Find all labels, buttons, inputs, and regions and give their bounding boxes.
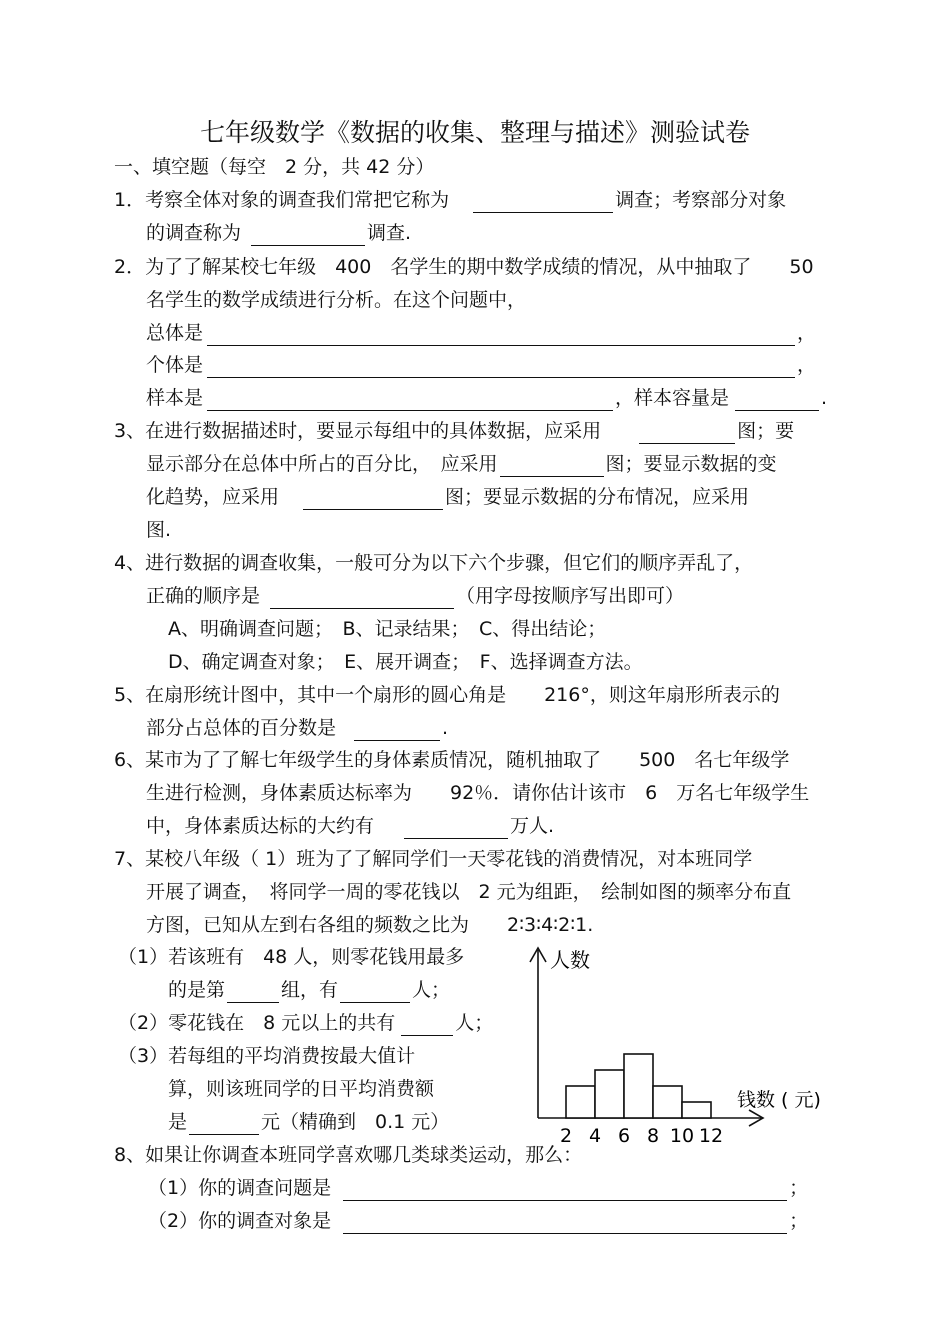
- q8-sub-1-end: ；: [789, 1177, 809, 1199]
- q1-text-a: 1．考察全体对象的调查我们常把它称为: [114, 189, 450, 211]
- question-4-line-2: [146, 583, 684, 609]
- question-7-line-1: 7、某校八年级（ 1）班为了了解同学们一天零花钱的消费情况，对本班同学: [114, 848, 753, 870]
- x-tick-4: 4: [588, 1125, 602, 1147]
- question-4-options-1: A、明确调查问题； B、记录结果； C、得出结论；: [168, 618, 607, 640]
- question-2-sample-line: [146, 385, 827, 411]
- q3-blank-2[interactable]: [500, 456, 604, 477]
- q7-sub-3-line-1: （3）若每组的平均消费按最大值计: [118, 1045, 416, 1067]
- histogram-bar-10-12: [682, 1102, 711, 1118]
- question-2-line-2: 名学生的数学成绩进行分析。在这个问题中，: [146, 289, 527, 311]
- q5-blank[interactable]: [354, 720, 440, 741]
- q4-text-b: 正确的顺序是: [146, 585, 261, 607]
- q2-sample-size-label: ，样本容量是: [615, 387, 730, 409]
- question-2-individual-line: [146, 352, 816, 378]
- q7-sub-3-line-2: 算，则该班同学的日平均消费额: [168, 1078, 435, 1100]
- question-2-population-line: [146, 320, 816, 346]
- question-1-line-2: [146, 220, 411, 246]
- histogram-bar-2-4: [566, 1086, 595, 1118]
- x-tick-6: 6: [617, 1125, 631, 1147]
- q7-group-blank[interactable]: [227, 982, 279, 1003]
- question-6-line-3: [146, 813, 554, 839]
- q2-individual-label: 个体是: [146, 354, 204, 376]
- question-4-line-1: 4、进行数据的调查收集，一般可分为以下六个步骤，但它们的顺序弄乱了，: [114, 552, 754, 574]
- x-tick-10: 10: [669, 1125, 695, 1147]
- q1-text-b: 调查；考察部分对象: [615, 189, 787, 211]
- q3-text-c: 化趋势，应采用: [146, 486, 280, 508]
- q5-text-b: 部分占总体的百分数是: [146, 717, 337, 739]
- question-2-line-1: 2．为了了解某校七年级 400 名学生的期中数学成绩的情况，从中抽取了 50: [114, 256, 814, 278]
- question-7-line-2: 开展了调查， 将同学一周的零花钱以 2 元为组距， 绘制如图的频率分布直: [146, 881, 792, 903]
- page-title: 七年级数学《数据的收集、整理与描述》测验试卷: [199, 118, 750, 147]
- q4-text-b2: （用字母按顺序写出即可）: [456, 585, 685, 607]
- q2-population-blank[interactable]: [207, 325, 795, 346]
- q6-blank[interactable]: [404, 818, 508, 839]
- q7-sub-1-line-2: [168, 977, 450, 1003]
- x-tick-labels: [560, 1125, 723, 1147]
- histogram-bar-6-8: [624, 1054, 653, 1118]
- question-5-line-1: 5、在扇形统计图中，其中一个扇形的圆心角是 216°，则这年扇形所表示的: [114, 684, 780, 706]
- q2-sample-size-blank[interactable]: [735, 390, 819, 411]
- q7-sub-1-line-1: （1）若该班有 48 人，则零花钱用最多: [118, 946, 465, 968]
- q1-blank-2[interactable]: [251, 225, 365, 246]
- q2-sample-blank[interactable]: [207, 390, 613, 411]
- q7-sub-2: [118, 1010, 493, 1036]
- q2-sample-end: .: [821, 387, 828, 409]
- histogram-bars: [566, 1054, 711, 1118]
- q7-count-blank[interactable]: [340, 982, 410, 1003]
- q7-sub-2-text-b: 人；: [455, 1012, 494, 1034]
- q8-sub-2-label: （2）你的调查对象是: [148, 1210, 332, 1232]
- section-heading: 一、填空题（每空 2 分，共 42 分）: [114, 156, 435, 178]
- question-8-sub-1: [148, 1175, 808, 1201]
- q7-sub-1-text-d: 人；: [412, 979, 451, 1001]
- question-5-line-2: [146, 715, 448, 741]
- q7-sub-1-text-c: 组，有: [281, 979, 339, 1001]
- q3-text-a: 3、在进行数据描述时，要显示每组中的具体数据，应采用: [114, 420, 602, 442]
- q7-sub-3-text-d: 元（精确到 0.1 元）: [261, 1111, 450, 1133]
- question-3-line-4: 图.: [146, 519, 172, 541]
- question-8-line-1: 8、如果让你调查本班同学喜欢哪几类球类运动，那么：: [114, 1144, 583, 1166]
- q7-average-blank[interactable]: [189, 1114, 259, 1135]
- x-tick-8: 8: [646, 1125, 660, 1147]
- question-6-line-2: 生进行检测，身体素质达标率为 92％．请你估计该市 6 万名七年级学生: [146, 782, 810, 804]
- q3-text-b: 显示部分在总体中所占的百分比， 应采用: [146, 453, 498, 475]
- q3-text-c2: 图；要显示数据的分布情况，应采用: [445, 486, 750, 508]
- q3-blank-3[interactable]: [303, 489, 443, 510]
- x-tick-12: 12: [698, 1125, 724, 1147]
- q7-sub-3-line-3: [168, 1109, 449, 1135]
- question-8-sub-2: [148, 1208, 808, 1234]
- question-7-line-3: 方图，已知从左到右各组的频数之比为 2∶3∶4∶2∶1.: [146, 914, 594, 936]
- x-tick-2: 2: [559, 1125, 573, 1147]
- question-1-line-1: [114, 187, 786, 213]
- question-3-line-2: [146, 451, 777, 477]
- q7-over8-blank[interactable]: [401, 1015, 453, 1036]
- question-3-line-3: [146, 484, 749, 510]
- q2-population-label: 总体是: [146, 322, 204, 344]
- question-4-options-2: D、确定调查对象； E、展开调查； F、选择调查方法。: [168, 651, 643, 673]
- q7-sub-3-text-c: 是: [168, 1111, 188, 1133]
- frequency-histogram: [515, 940, 835, 1150]
- q3-blank-1[interactable]: [639, 423, 735, 444]
- histogram-bar-8-10: [653, 1086, 682, 1118]
- q2-individual-blank[interactable]: [207, 357, 795, 378]
- y-axis-label: 人数: [550, 948, 590, 972]
- q8-question-blank[interactable]: [343, 1180, 787, 1201]
- q8-target-blank[interactable]: [343, 1213, 787, 1234]
- q5-text-b2: .: [442, 717, 449, 739]
- q6-text-c: 中，身体素质达标的大约有: [146, 815, 375, 837]
- q3-text-a2: 图；要: [737, 420, 795, 442]
- q8-sub-2-end: ；: [789, 1210, 809, 1232]
- q2-individual-end: ，: [797, 354, 817, 376]
- question-6-line-1: 6、某市为了了解七年级学生的身体素质情况，随机抽取了 500 名七年级学: [114, 749, 790, 771]
- q1-text-c: 的调查称为: [146, 222, 242, 244]
- question-3-line-1: [114, 418, 794, 444]
- q1-text-d: 调查.: [367, 222, 412, 244]
- q8-sub-1-label: （1）你的调查问题是: [148, 1177, 332, 1199]
- q2-sample-label: 样本是: [146, 387, 204, 409]
- q1-blank-1[interactable]: [473, 192, 613, 213]
- q7-sub-1-text-b: 的是第: [168, 979, 226, 1001]
- x-axis-label: 钱数 ( 元): [737, 1089, 821, 1111]
- q7-sub-2-text-a: （2）零花钱在 8 元以上的共有: [118, 1012, 396, 1034]
- q2-population-end: ，: [797, 322, 817, 344]
- q6-text-c2: 万人.: [510, 815, 555, 837]
- q4-blank[interactable]: [270, 588, 454, 609]
- q3-text-b2: 图；要显示数据的变: [605, 453, 777, 475]
- histogram-bar-4-6: [595, 1070, 624, 1118]
